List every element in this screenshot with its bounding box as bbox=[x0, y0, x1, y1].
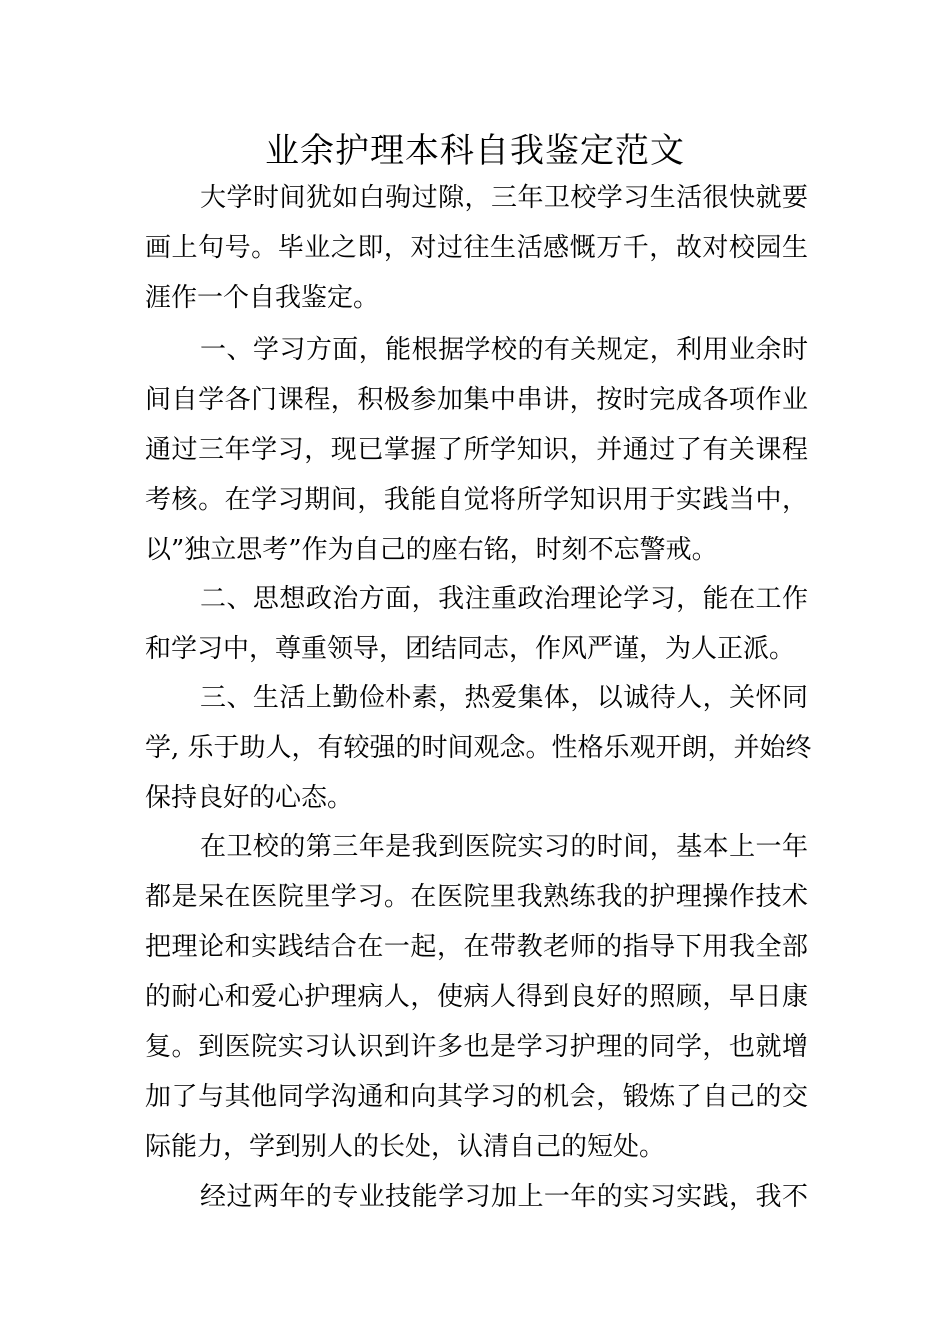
paragraph-6-line-1: 经过两年的专业技能学习加上一年的实习实践，我不 bbox=[200, 1182, 808, 1212]
paragraph-2-line-2: 间自学各门课程，积极参加集中串讲，按时完成各项作业 bbox=[145, 385, 808, 415]
paragraph-5-line-5: 复。到医院实习认识到许多也是学习护理的同学，也就增 bbox=[145, 1032, 808, 1062]
paragraph-5-line-2: 都是呆在医院里学习。在医院里我熟练我的护理操作技术 bbox=[145, 882, 808, 912]
paragraph-1-line-3: 涯作一个自我鉴定。 bbox=[145, 283, 380, 313]
paragraph-5-line-6: 加了与其他同学沟通和向其学习的机会，锻炼了自己的交 bbox=[145, 1082, 808, 1112]
paragraph-2-line-1: 一、学习方面，能根据学校的有关规定，利用业余时 bbox=[200, 335, 808, 365]
document-title: 业余护理本科自我鉴定范文 bbox=[265, 131, 685, 171]
paragraph-5-line-1: 在卫校的第三年是我到医院实习的时间，基本上一年 bbox=[200, 832, 808, 862]
paragraph-1-line-2: 画上句号。毕业之即，对过往生活感慨万千，故对校园生 bbox=[145, 233, 808, 263]
paragraph-4-line-3: 保持良好的心态。 bbox=[145, 783, 354, 813]
paragraph-2-line-4: 考核。在学习期间，我能自觉将所学知识用于实践当中， bbox=[145, 485, 808, 515]
paragraph-2-line-5: 以”独立思考”作为自己的座右铭，时刻不忘警戒。 bbox=[145, 535, 718, 565]
paragraph-3-line-2: 和学习中，尊重领导，团结同志，作风严谨，为人正派。 bbox=[145, 634, 796, 664]
paragraph-5-line-7: 际能力，学到别人的长处，认清自己的短处。 bbox=[145, 1132, 666, 1162]
paragraph-5-line-3: 把理论和实践结合在一起，在带教老师的指导下用我全部 bbox=[145, 932, 808, 962]
paragraph-1-line-1: 大学时间犹如白驹过隙，三年卫校学习生活很快就要 bbox=[200, 183, 808, 213]
paragraph-3-line-1: 二、思想政治方面，我注重政治理论学习，能在工作 bbox=[200, 584, 808, 614]
paragraph-5-line-4: 的耐心和爱心护理病人，使病人得到良好的照顾，早日康 bbox=[145, 982, 808, 1012]
paragraph-4-line-1: 三、生活上勤俭朴素，热爱集体，以诚待人，关怀同 bbox=[200, 683, 808, 713]
paragraph-2-line-3: 通过三年学习，现已掌握了所学知识，并通过了有关课程 bbox=[145, 435, 808, 465]
paragraph-4-line-2: 学, 乐于助人，有较强的时间观念。性格乐观开朗，并始终 bbox=[145, 733, 812, 763]
